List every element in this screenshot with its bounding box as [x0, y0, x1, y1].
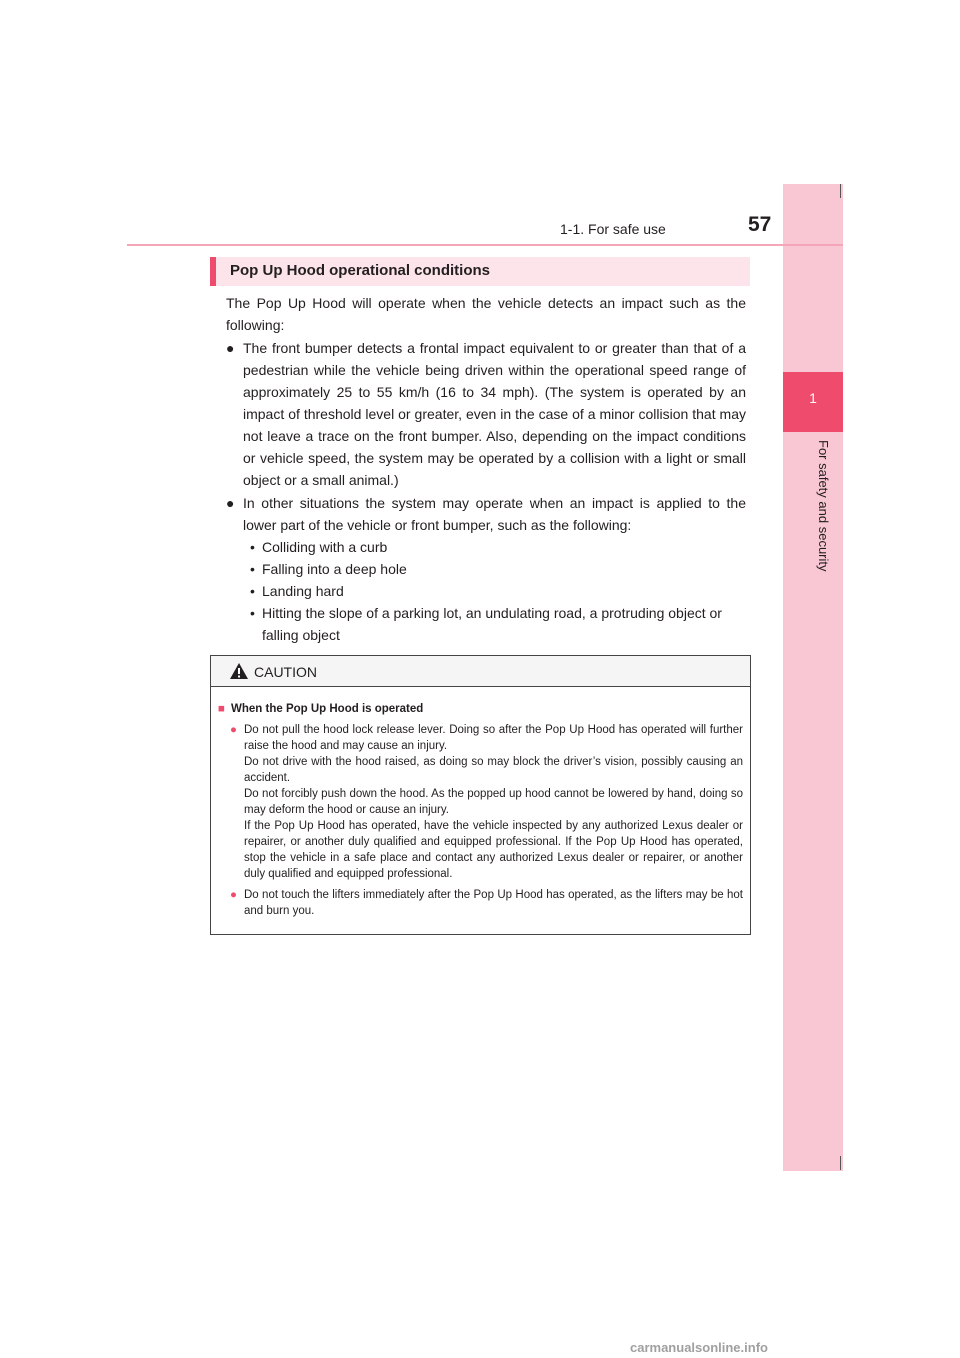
bullet-item — [226, 337, 746, 491]
caution-item — [218, 722, 743, 882]
caution-header — [211, 656, 750, 687]
middle-dot-icon: • — [250, 561, 255, 577]
caution-item — [218, 887, 743, 919]
chapter-number: 1 — [809, 390, 817, 406]
sub-list-item — [226, 602, 746, 646]
watermark: carmanualsonline.info — [630, 1340, 768, 1355]
caution-text: Do not forcibly push down the hood. As the popped up hood cannot be lowered by hand, doing so may deform the hood or cause an injury. — [244, 788, 743, 816]
bullet-icon: ● — [230, 724, 237, 736]
crop-mark-top — [840, 184, 841, 198]
sub-item-text: Falling into a deep hole — [262, 561, 407, 577]
caution-label: CAUTION — [254, 664, 317, 680]
section-body — [226, 292, 746, 646]
crop-mark-bottom — [840, 1156, 841, 1170]
warning-triangle-icon — [229, 662, 249, 680]
header-rule — [127, 244, 843, 246]
sub-list-item — [226, 536, 746, 558]
intro-paragraph: The Pop Up Hood will operate when the vehicle detects an impact such as the following: — [226, 295, 746, 333]
middle-dot-icon: • — [250, 539, 255, 555]
sub-list-item — [226, 580, 746, 602]
caution-text: If the Pop Up Hood has operated, have the vehicle inspected by any authorized Lexus dealer or repairer, or another duly qualified and equipped professional. If the Pop Up Hood has operated, stop the vehicle in a safe place and contact any authorized Lexus dealer or repairer, or another duly qualified and equipped professional. — [244, 820, 743, 880]
sub-item-text: Landing hard — [262, 583, 344, 599]
sub-item-text: Colliding with a curb — [262, 539, 388, 555]
section-heading-bar — [210, 257, 750, 286]
caution-heading — [218, 701, 743, 717]
sub-item-text: Hitting the slope of a parking lot, an undulating road, a protruding object or falling object — [262, 605, 722, 643]
section-title: Pop Up Hood operational conditions — [230, 262, 490, 279]
bullet-icon: ● — [226, 495, 235, 511]
bullet-icon: ● — [230, 889, 237, 901]
caution-heading-text: When the Pop Up Hood is operated — [231, 703, 424, 715]
sub-list-item — [226, 558, 746, 580]
bullet-item — [226, 492, 746, 536]
caution-text: Do not drive with the hood raised, as doing so may block the driver’s vision, possibly causing an accident. — [244, 756, 743, 784]
caution-text: Do not pull the hood lock release lever. Doing so after the Pop Up Hood has operated will further raise the hood and may cause an injury. — [244, 724, 743, 752]
bullet-text: The front bumper detects a frontal impact equivalent to or greater than that of a pedestrian while the vehicle being driven within the operational speed range of approximately 25 to 55 km/h (16 to 34 mph). (The system is operated by an impact of threshold level or greater, even in the case of a minor collision that may not leave a trace on the front bumper. Also, depending on the impact conditions or vehicle speed, the system may be operated by a collision with a light or small object or a small animal.) — [243, 340, 746, 488]
chapter-sidebar — [783, 184, 843, 1171]
chapter-title: For safety and security — [816, 440, 831, 572]
bullet-text: In other situations the system may operate when an impact is applied to the lower part of the vehicle or front bumper, such as the following: — [243, 495, 746, 533]
square-bullet-icon: ■ — [218, 703, 225, 715]
running-header: 1-1. For safe use — [560, 221, 666, 237]
bullet-icon: ● — [226, 340, 235, 356]
caution-text: Do not touch the lifters immediately after the Pop Up Hood has operated, as the lifters may be hot and burn you. — [244, 889, 743, 917]
caution-box — [210, 655, 751, 935]
page-number: 57 — [748, 213, 772, 236]
middle-dot-icon: • — [250, 583, 255, 599]
caution-body — [211, 687, 750, 919]
middle-dot-icon: • — [250, 605, 255, 621]
